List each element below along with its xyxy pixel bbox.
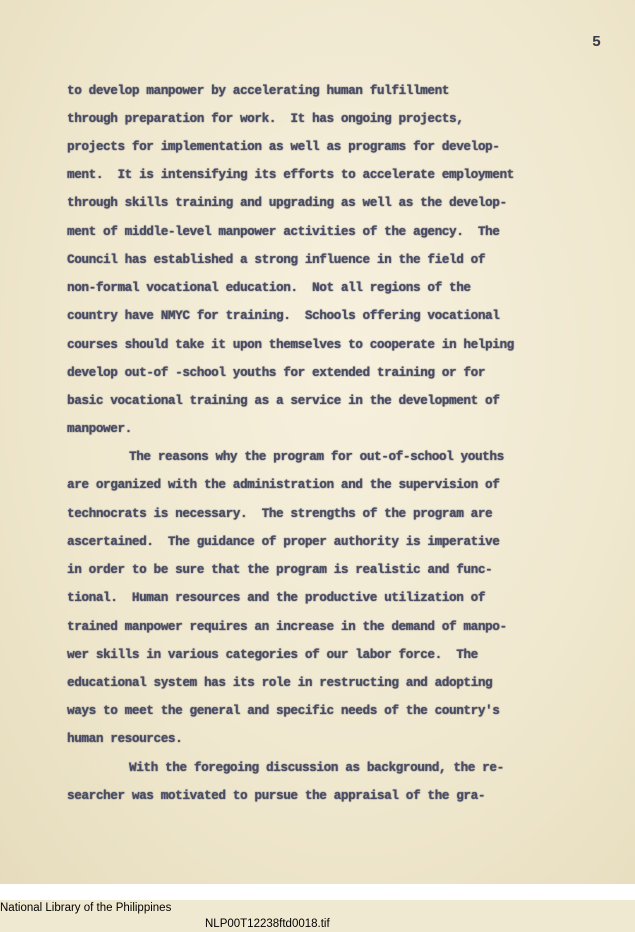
- text-line: manpower.: [67, 422, 132, 436]
- file-name: NLP00T12238ftd0018.tif: [205, 918, 330, 930]
- image-caption-bar: [0, 884, 635, 930]
- text-line: searcher was motivated to pursue the appraisal of the gra-: [67, 789, 486, 803]
- text-line: ment. It is intensifying its efforts to accelerate employment: [67, 168, 514, 182]
- text-line: ascertained. The guidance of proper authority is imperative: [67, 535, 500, 549]
- text-line: basic vocational training as a service in the development of: [67, 394, 500, 408]
- text-line: are organized with the administration and the supervision of: [67, 478, 500, 492]
- text-line: Council has established a strong influence in the field of: [67, 253, 486, 267]
- text-line: With the foregoing discussion as background, the re-: [129, 761, 504, 775]
- text-line: trained manpower requires an increase in the demand of manpo-: [67, 620, 507, 634]
- text-line: develop out-of -school youths for extended training or for: [67, 366, 486, 380]
- text-line: through skills training and upgrading as well as the develop-: [67, 196, 507, 210]
- text-line: through preparation for work. It has ongoing projects,: [67, 112, 464, 126]
- text-line: country have NMYC for training. Schools offering vocational: [67, 309, 500, 323]
- text-line: ways to meet the general and specific needs of the country's: [67, 704, 500, 718]
- text-line: educational system has its role in restructing and adopting: [67, 676, 493, 690]
- text-line: courses should take it upon themselves to cooperate in helping: [67, 338, 514, 352]
- text-line: in order to be sure that the program is realistic and func-: [67, 563, 493, 577]
- text-line: wer skills in various categories of our labor force. The: [67, 648, 478, 662]
- text-line: to develop manpower by accelerating human fulfillment: [67, 84, 449, 98]
- library-name: National Library of the Philippines: [0, 902, 172, 914]
- text-line: human resources.: [67, 732, 183, 746]
- text-line: projects for implementation as well as programs for develop-: [67, 140, 500, 154]
- text-line: The reasons why the program for out-of-school youths: [129, 450, 504, 464]
- text-line: tional. Human resources and the productive utilization of: [67, 591, 486, 605]
- text-line: ment of middle-level manpower activities of the agency. The: [67, 225, 500, 239]
- text-line: technocrats is necessary. The strengths of the program are: [67, 507, 493, 521]
- text-line: non-formal vocational education. Not all regions of the: [67, 281, 471, 295]
- page-number: 5: [592, 34, 602, 51]
